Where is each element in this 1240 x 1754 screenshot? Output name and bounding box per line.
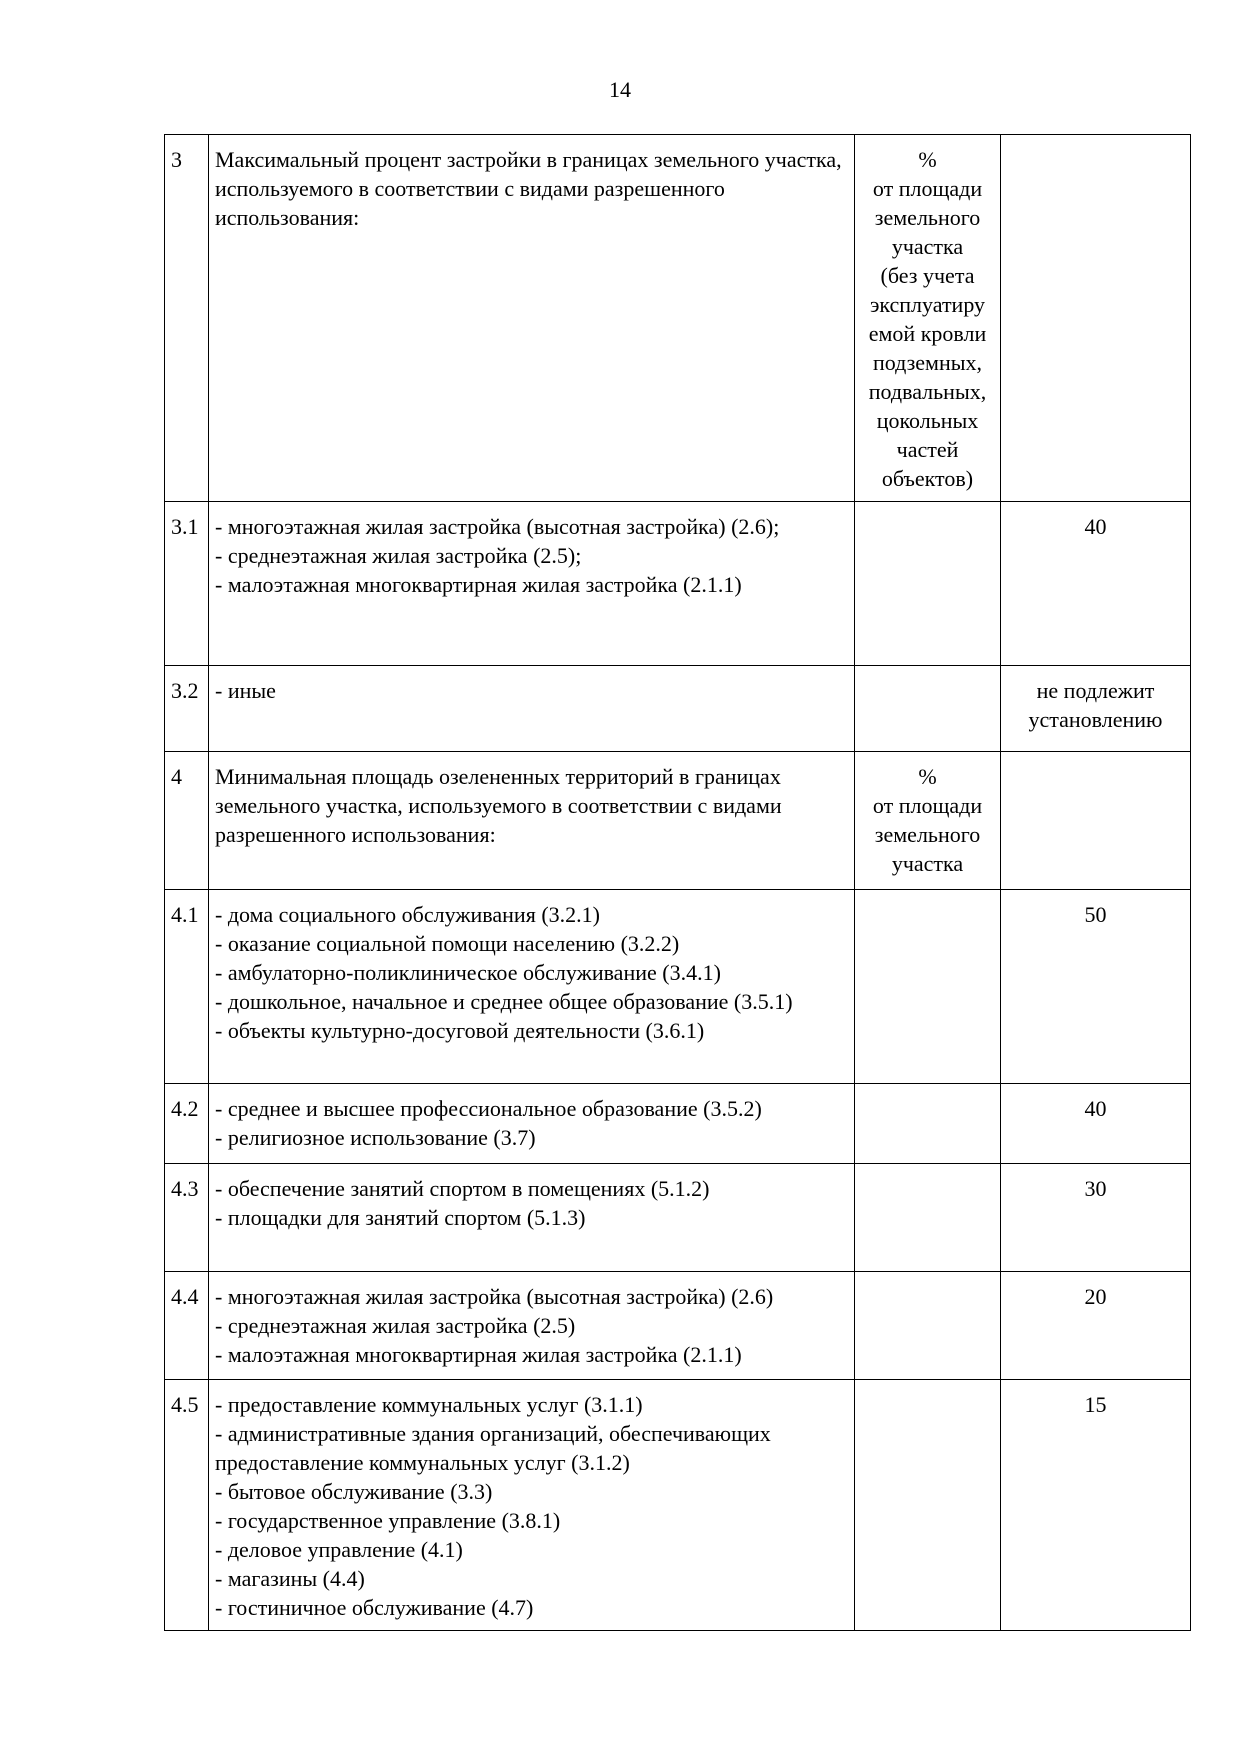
- description-line: - среднеэтажная жилая застройка (2.5);: [215, 543, 582, 568]
- row-value: 50: [1001, 890, 1191, 1084]
- description-line: - иные: [215, 678, 276, 703]
- row-description: [209, 752, 855, 890]
- row-description: [209, 1272, 855, 1380]
- description-line: - среднее и высшее профессиональное образование (3.5.2): [215, 1096, 762, 1121]
- unit-line: %: [918, 147, 937, 172]
- row-description: [209, 890, 855, 1084]
- description-line: - магазины (4.4): [215, 1566, 365, 1591]
- row-unit: [855, 502, 1001, 666]
- table-row: [165, 752, 1191, 890]
- page-number: 14: [609, 77, 631, 102]
- description-line: - гостиничное обслуживание (4.7): [215, 1595, 534, 1620]
- unit-line: частей: [896, 437, 959, 462]
- unit-line: цокольных: [876, 408, 979, 433]
- row-unit: [855, 890, 1001, 1084]
- description-line: - государственное управление (3.8.1): [215, 1508, 561, 1533]
- row-number: 4.1: [165, 890, 209, 1084]
- row-description: [209, 1164, 855, 1272]
- description-line: - дома социального обслуживания (3.2.1): [215, 902, 600, 927]
- unit-line: %: [918, 764, 937, 789]
- row-description: [209, 1084, 855, 1164]
- unit-line: (без учета: [880, 263, 975, 288]
- description-line: - многоэтажная жилая застройка (высотная застройка) (2.6);: [215, 514, 780, 539]
- row-unit: [855, 1380, 1001, 1631]
- table-row: [165, 1272, 1191, 1380]
- table-row: [165, 890, 1191, 1084]
- row-value: не подлежит установлению: [1001, 666, 1191, 752]
- description-line: - площадки для занятий спортом (5.1.3): [215, 1205, 586, 1230]
- unit-line: подземных,: [872, 350, 983, 375]
- table-row: [165, 1084, 1191, 1164]
- row-description: [209, 502, 855, 666]
- row-number: 3.2: [165, 666, 209, 752]
- row-value: [1001, 135, 1191, 502]
- unit-line: подвальных,: [868, 379, 987, 404]
- row-number: 4: [165, 752, 209, 890]
- row-description: [209, 1380, 855, 1631]
- row-unit: [855, 1272, 1001, 1380]
- row-unit: [855, 752, 1001, 890]
- unit-line: земельного: [874, 205, 981, 230]
- unit-line: объектов): [881, 466, 974, 491]
- row-value: 40: [1001, 1084, 1191, 1164]
- description-line: - предоставление коммунальных услуг (3.1.1): [215, 1392, 643, 1417]
- description-line: - малоэтажная многоквартирная жилая застройка (2.1.1): [215, 1342, 742, 1367]
- regulations-table: [164, 134, 1191, 1631]
- row-unit: [855, 1084, 1001, 1164]
- row-number: 4.4: [165, 1272, 209, 1380]
- description-line: Минимальная площадь озелененных территорий в границах земельного участка, используемого в соответствии с видами разрешенного использования:: [215, 764, 782, 847]
- description-line: - амбулаторно-поликлиническое обслуживание (3.4.1): [215, 960, 721, 985]
- row-unit: [855, 666, 1001, 752]
- description-line: - обеспечение занятий спортом в помещениях (5.1.2): [215, 1176, 710, 1201]
- unit-line: эксплуатиру: [869, 292, 986, 317]
- row-description: [209, 666, 855, 752]
- row-value: 30: [1001, 1164, 1191, 1272]
- row-value: 40: [1001, 502, 1191, 666]
- row-value: 15: [1001, 1380, 1191, 1631]
- unit-line: участка: [891, 851, 964, 876]
- description-line: - объекты культурно-досуговой деятельности (3.6.1): [215, 1018, 705, 1043]
- table-row: [165, 1380, 1191, 1631]
- row-value: 20: [1001, 1272, 1191, 1380]
- unit-line: участка: [891, 234, 964, 259]
- unit-line: земельного: [874, 822, 981, 847]
- row-unit: [855, 1164, 1001, 1272]
- description-line: - административные здания организаций, обеспечивающих предоставление коммунальных услуг (3.1.2): [215, 1421, 771, 1475]
- unit-line: от площади: [872, 176, 983, 201]
- description-line: Максимальный процент застройки в границах земельного участка, используемого в соответствии с видами разрешенного использования:: [215, 147, 842, 230]
- row-description: [209, 135, 855, 502]
- description-line: - многоэтажная жилая застройка (высотная застройка) (2.6): [215, 1284, 774, 1309]
- row-number: 4.2: [165, 1084, 209, 1164]
- description-line: - дошкольное, начальное и среднее общее образование (3.5.1): [215, 989, 793, 1014]
- row-number: 4.5: [165, 1380, 209, 1631]
- description-line: - бытовое обслуживание (3.3): [215, 1479, 493, 1504]
- description-line: - деловое управление (4.1): [215, 1537, 463, 1562]
- description-line: - малоэтажная многоквартирная жилая застройка (2.1.1): [215, 572, 742, 597]
- table-row: [165, 135, 1191, 502]
- table-row: [165, 502, 1191, 666]
- description-line: - оказание социальной помощи населению (3.2.2): [215, 931, 680, 956]
- table-row: [165, 1164, 1191, 1272]
- row-number: 3.1: [165, 502, 209, 666]
- description-line: - религиозное использование (3.7): [215, 1125, 536, 1150]
- unit-line: от площади: [872, 793, 983, 818]
- table-row: [165, 666, 1191, 752]
- row-value: [1001, 752, 1191, 890]
- row-unit: [855, 135, 1001, 502]
- row-number: 3: [165, 135, 209, 502]
- row-number: 4.3: [165, 1164, 209, 1272]
- description-line: - среднеэтажная жилая застройка (2.5): [215, 1313, 576, 1338]
- unit-line: емой кровли: [868, 321, 987, 346]
